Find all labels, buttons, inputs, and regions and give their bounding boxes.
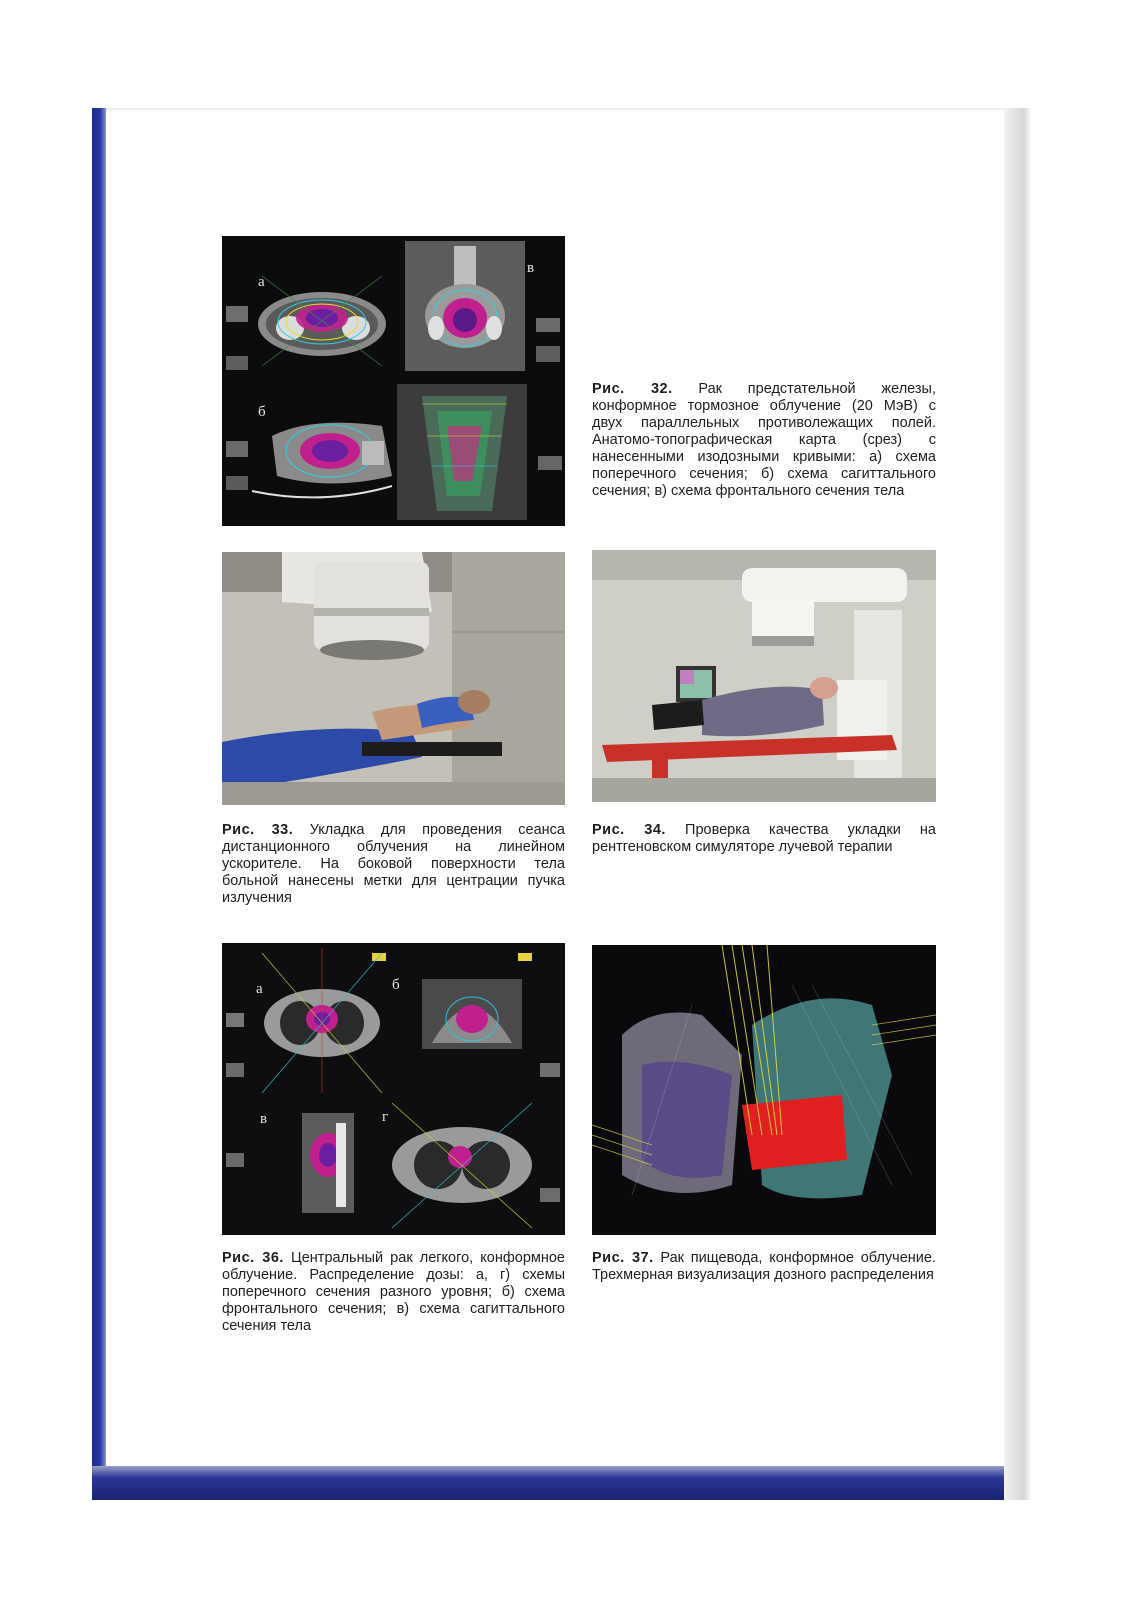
page-edge-right xyxy=(1004,108,1032,1500)
panel-label-a: а xyxy=(256,981,263,997)
figure-36-image xyxy=(222,943,565,1235)
panel-label-g: г xyxy=(382,1109,389,1125)
panel-v-sagittal xyxy=(302,1113,354,1213)
figure-34-caption-text: Проверка качества укладки на рентгеновском симуляторе лучевой терапии xyxy=(592,822,936,855)
figure-32-image xyxy=(222,236,565,526)
figure-36-caption-text: Центральный рак легкого, конформное облучение. Распределение дозы: а, г) схемы поперечного сечения разного уровня; б) схема фронтального сечения; в) схема сагиттального сечения тела xyxy=(222,1250,565,1334)
figure-33-image xyxy=(222,552,565,805)
figure-33-caption-text: Укладка для проведения сеанса дистанционного облучения на линейном ускорителе. На боковой поверхности тела больной нанесены метки для центрации пучка излучения xyxy=(222,822,565,906)
figure-36-caption xyxy=(222,1250,565,1335)
figure-37-caption xyxy=(592,1250,936,1284)
page-edge-top xyxy=(106,108,1004,112)
figure-36-number: Рис. 36. xyxy=(222,1250,284,1266)
figure-32-caption-text: Рак предстательной железы, конформное тормозное облучение (20 МэВ) с двух параллельных противолежащих полей. Анатомо-топографическая карта (срез) с нанесенными изодозными кривыми: а) схема поперечного сечения; б) схема сагиттального сечения; в) схема фронтального сечения тела xyxy=(592,381,936,499)
panel-label-v: в xyxy=(260,1111,268,1127)
panel-label-b: б xyxy=(392,977,400,993)
figure-37-image xyxy=(592,945,936,1235)
panel-label-v: в xyxy=(527,260,535,276)
figure-37-caption-text: Рак пищевода, конформное облучение. Трехмерная визуализация дозного распределения xyxy=(592,1250,936,1283)
panel-label-a: а xyxy=(258,274,265,290)
book-edge-bottom xyxy=(92,1466,1022,1500)
figure-33-caption xyxy=(222,822,565,907)
figure-37-number: Рис. 37. xyxy=(592,1250,654,1266)
panel-b-frontal xyxy=(422,979,522,1049)
figure-34-number: Рис. 34. xyxy=(592,822,666,838)
figure-33-number: Рис. 33. xyxy=(222,822,294,838)
figure-34-caption xyxy=(592,822,936,856)
figure-34-image xyxy=(592,550,936,802)
panel-label-b: б xyxy=(258,404,266,420)
panel-v-frontal xyxy=(405,241,525,371)
book-spine-shadow xyxy=(92,108,106,1500)
figure-32-number: Рис. 32. xyxy=(592,381,673,397)
figure-32-caption xyxy=(592,381,936,500)
panel-dose-map xyxy=(397,384,527,520)
